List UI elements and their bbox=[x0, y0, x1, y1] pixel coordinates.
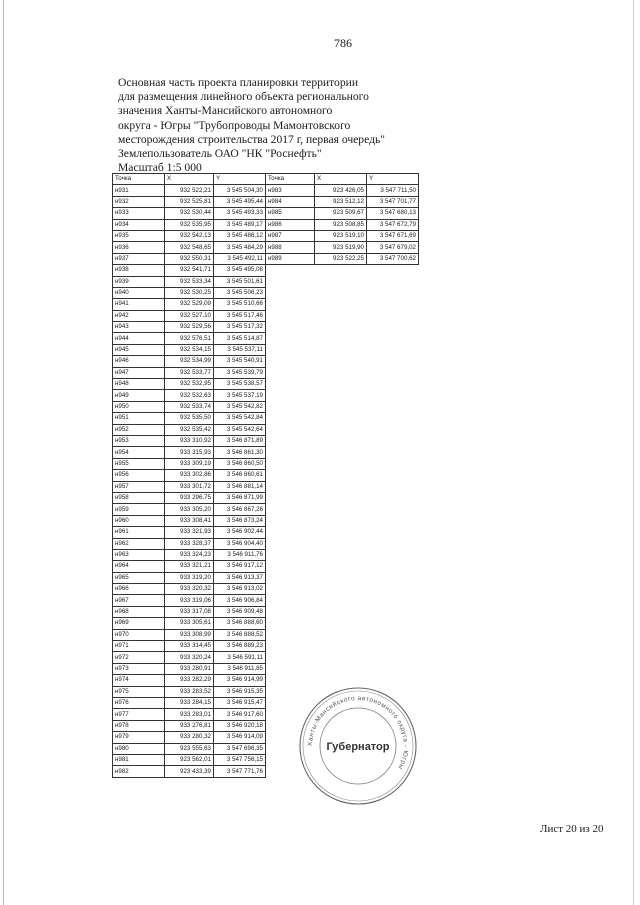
cell-y: 3 547 771,76 bbox=[214, 766, 266, 777]
cell-point: н959 bbox=[113, 504, 165, 515]
cell-y: 3 547 701,77 bbox=[367, 196, 419, 207]
cell-y: 3 546 860,61 bbox=[214, 470, 266, 481]
cell-y: 3 546 888,52 bbox=[214, 629, 266, 640]
cell-point: н964 bbox=[113, 561, 165, 572]
cell-point: н940 bbox=[113, 287, 165, 298]
cell-y: 3 546 917,60 bbox=[214, 709, 266, 720]
cell-point: н943 bbox=[113, 322, 165, 333]
cell-x: 933 315,93 bbox=[165, 447, 214, 458]
cell-x: 933 309,19 bbox=[165, 458, 214, 469]
cell-y: 3 545 517,46 bbox=[214, 310, 266, 321]
table-row bbox=[113, 230, 266, 241]
cell-point: н973 bbox=[113, 663, 165, 674]
cell-y: 3 545 484,29 bbox=[214, 242, 266, 253]
table-row bbox=[113, 527, 266, 538]
cell-point: н971 bbox=[113, 641, 165, 652]
cell-y: 3 545 539,79 bbox=[214, 367, 266, 378]
table-row bbox=[113, 287, 266, 298]
cell-x: 932 550,31 bbox=[165, 253, 214, 264]
cell-x: 932 541,71 bbox=[165, 265, 214, 276]
cell-point: н962 bbox=[113, 538, 165, 549]
cell-x: 933 321,93 bbox=[165, 527, 214, 538]
cell-y: 3 546 915,47 bbox=[214, 697, 266, 708]
cell-point: н967 bbox=[113, 595, 165, 606]
cell-point: н974 bbox=[113, 675, 165, 686]
table-row bbox=[113, 515, 266, 526]
header-y: Y bbox=[367, 174, 419, 185]
cell-x: 933 308,41 bbox=[165, 515, 214, 526]
table-row bbox=[113, 322, 266, 333]
heading-line: месторождения строительства 2017 г, первая очередь" bbox=[118, 132, 386, 146]
cell-y: 3 545 489,17 bbox=[214, 219, 266, 230]
cell-y: 3 547 756,15 bbox=[214, 754, 266, 765]
cell-x: 933 284,15 bbox=[165, 697, 214, 708]
cell-y: 3 546 915,35 bbox=[214, 686, 266, 697]
cell-point: н969 bbox=[113, 618, 165, 629]
cell-x: 933 301,72 bbox=[165, 481, 214, 492]
cell-y: 3 547 711,50 bbox=[367, 185, 419, 196]
cell-x: 933 308,99 bbox=[165, 629, 214, 640]
scan-edge-right bbox=[633, 0, 634, 905]
table-row bbox=[266, 230, 419, 241]
cell-point: н950 bbox=[113, 401, 165, 412]
cell-x: 923 519,10 bbox=[315, 230, 367, 241]
cell-x: 932 532,95 bbox=[165, 379, 214, 390]
cell-point: н952 bbox=[113, 424, 165, 435]
cell-x: 923 522,25 bbox=[315, 253, 367, 264]
cell-x: 933 314,45 bbox=[165, 641, 214, 652]
cell-x: 923 509,67 bbox=[315, 208, 367, 219]
cell-y: 3 545 495,44 bbox=[214, 196, 266, 207]
cell-x: 933 296,75 bbox=[165, 492, 214, 503]
table-row bbox=[113, 208, 266, 219]
cell-x: 932 535,50 bbox=[165, 413, 214, 424]
cell-y: 3 545 537,11 bbox=[214, 344, 266, 355]
cell-y: 3 545 495,08 bbox=[214, 265, 266, 276]
cell-y: 3 545 514,87 bbox=[214, 333, 266, 344]
cell-x: 932 530,44 bbox=[165, 208, 214, 219]
cell-point: н946 bbox=[113, 356, 165, 367]
table-row bbox=[113, 310, 266, 321]
table-row bbox=[113, 276, 266, 287]
cell-point: н942 bbox=[113, 310, 165, 321]
cell-point: н983 bbox=[266, 185, 315, 196]
governor-seal-stamp bbox=[296, 684, 420, 808]
cell-x: 932 542,13 bbox=[165, 230, 214, 241]
cell-y: 3 546 914,09 bbox=[214, 732, 266, 743]
cell-x: 933 276,81 bbox=[165, 720, 214, 731]
cell-y: 3 545 542,64 bbox=[214, 424, 266, 435]
cell-x: 932 529,09 bbox=[165, 299, 214, 310]
table-row bbox=[113, 652, 266, 663]
heading-line: округа - Югры "Трубопроводы Мамонтовского bbox=[118, 118, 351, 132]
cell-point: н954 bbox=[113, 447, 165, 458]
cell-y: 3 545 537,19 bbox=[214, 390, 266, 401]
table-row bbox=[113, 401, 266, 412]
cell-point: н931 bbox=[113, 185, 165, 196]
header-y: Y bbox=[214, 174, 266, 185]
cell-point: н937 bbox=[113, 253, 165, 264]
cell-x: 933 319,20 bbox=[165, 572, 214, 583]
cell-x: 933 283,52 bbox=[165, 686, 214, 697]
cell-point: н985 bbox=[266, 208, 315, 219]
cell-point: н933 bbox=[113, 208, 165, 219]
cell-point: н979 bbox=[113, 732, 165, 743]
cell-point: н941 bbox=[113, 299, 165, 310]
cell-point: н961 bbox=[113, 527, 165, 538]
cell-y: 3 546 871,89 bbox=[214, 435, 266, 446]
table-row bbox=[113, 697, 266, 708]
cell-y: 3 545 492,11 bbox=[214, 253, 266, 264]
cell-x: 933 321,21 bbox=[165, 561, 214, 572]
cell-y: 3 547 679,02 bbox=[367, 242, 419, 253]
header-x: X bbox=[165, 174, 214, 185]
cell-x: 932 534,15 bbox=[165, 344, 214, 355]
table-row bbox=[113, 618, 266, 629]
cell-x: 923 426,05 bbox=[315, 185, 367, 196]
cell-x: 932 532,63 bbox=[165, 390, 214, 401]
table-row bbox=[113, 435, 266, 446]
cell-point: н938 bbox=[113, 265, 165, 276]
seal-center-text: Губернатор bbox=[326, 741, 390, 753]
cell-point: н955 bbox=[113, 458, 165, 469]
cell-y: 3 547 680,13 bbox=[367, 208, 419, 219]
cell-x: 923 519,90 bbox=[315, 242, 367, 253]
cell-x: 923 508,85 bbox=[315, 219, 367, 230]
cell-x: 923 433,39 bbox=[165, 766, 214, 777]
cell-y: 3 545 542,82 bbox=[214, 401, 266, 412]
table-row bbox=[113, 709, 266, 720]
table-row bbox=[113, 379, 266, 390]
cell-x: 933 302,86 bbox=[165, 470, 214, 481]
cell-y: 3 546 902,44 bbox=[214, 527, 266, 538]
table-row bbox=[113, 356, 266, 367]
cell-y: 3 546 591,11 bbox=[214, 652, 266, 663]
cell-y: 3 547 672,79 bbox=[367, 219, 419, 230]
seal-ring-text: Ханты-Мансийского автономного округа - Югры bbox=[306, 694, 410, 771]
cell-x: 932 534,99 bbox=[165, 356, 214, 367]
header-point: Точка bbox=[113, 174, 165, 185]
cell-point: н972 bbox=[113, 652, 165, 663]
document-heading bbox=[118, 76, 438, 161]
cell-y: 3 545 542,84 bbox=[214, 413, 266, 424]
table-row bbox=[113, 720, 266, 731]
table-row bbox=[113, 219, 266, 230]
cell-x: 933 310,92 bbox=[165, 435, 214, 446]
cell-point: н975 bbox=[113, 686, 165, 697]
cell-y: 3 546 861,30 bbox=[214, 447, 266, 458]
cell-point: н981 bbox=[113, 754, 165, 765]
cell-y: 3 547 696,35 bbox=[214, 743, 266, 754]
header-point: Точка bbox=[266, 174, 315, 185]
cell-point: н989 bbox=[266, 253, 315, 264]
cell-point: н986 bbox=[266, 219, 315, 230]
cell-x: 933 305,61 bbox=[165, 618, 214, 629]
cell-x: 933 305,20 bbox=[165, 504, 214, 515]
cell-x: 933 324,23 bbox=[165, 549, 214, 560]
sheet-number: Лист 20 из 20 bbox=[540, 823, 604, 835]
table-row bbox=[266, 253, 419, 264]
table-row bbox=[113, 549, 266, 560]
heading-line: для размещения линейного объекта регионального bbox=[118, 90, 369, 104]
cell-y: 3 546 873,24 bbox=[214, 515, 266, 526]
cell-point: н987 bbox=[266, 230, 315, 241]
cell-point: н953 bbox=[113, 435, 165, 446]
table-row bbox=[113, 367, 266, 378]
cell-point: н948 bbox=[113, 379, 165, 390]
cell-y: 3 546 911,76 bbox=[214, 549, 266, 560]
table-row bbox=[113, 253, 266, 264]
table-row bbox=[113, 766, 266, 777]
cell-y: 3 545 506,23 bbox=[214, 287, 266, 298]
cell-y: 3 546 904,40 bbox=[214, 538, 266, 549]
cell-y: 3 546 913,37 bbox=[214, 572, 266, 583]
cell-y: 3 546 871,99 bbox=[214, 492, 266, 503]
table-row bbox=[113, 606, 266, 617]
table-row bbox=[113, 196, 266, 207]
cell-y: 3 545 540,91 bbox=[214, 356, 266, 367]
cell-point: н976 bbox=[113, 697, 165, 708]
cell-y: 3 545 486,12 bbox=[214, 230, 266, 241]
heading-line: Землепользователь ОАО "НК "Роснефть" bbox=[118, 147, 322, 161]
cell-y: 3 545 501,61 bbox=[214, 276, 266, 287]
table-row bbox=[266, 242, 419, 253]
table-row bbox=[266, 185, 419, 196]
cell-y: 3 546 889,23 bbox=[214, 641, 266, 652]
cell-point: н988 bbox=[266, 242, 315, 253]
cell-x: 932 525,81 bbox=[165, 196, 214, 207]
cell-point: н984 bbox=[266, 196, 315, 207]
table-row bbox=[113, 333, 266, 344]
cell-x: 923 562,01 bbox=[165, 754, 214, 765]
cell-y: 3 547 671,69 bbox=[367, 230, 419, 241]
cell-y: 3 546 881,14 bbox=[214, 481, 266, 492]
cell-point: н935 bbox=[113, 230, 165, 241]
table-row bbox=[113, 242, 266, 253]
cell-point: н932 bbox=[113, 196, 165, 207]
cell-y: 3 545 517,32 bbox=[214, 322, 266, 333]
cell-point: н957 bbox=[113, 481, 165, 492]
coordinates-table-right bbox=[265, 173, 419, 265]
cell-y: 3 546 909,48 bbox=[214, 606, 266, 617]
cell-point: н963 bbox=[113, 549, 165, 560]
cell-x: 932 533,74 bbox=[165, 401, 214, 412]
cell-point: н936 bbox=[113, 242, 165, 253]
cell-x: 933 282,29 bbox=[165, 675, 214, 686]
table-row bbox=[266, 208, 419, 219]
table-row bbox=[113, 629, 266, 640]
cell-point: н956 bbox=[113, 470, 165, 481]
cell-x: 923 555,63 bbox=[165, 743, 214, 754]
table-row bbox=[113, 390, 266, 401]
cell-y: 3 546 888,60 bbox=[214, 618, 266, 629]
table-row bbox=[113, 470, 266, 481]
table-row bbox=[113, 265, 266, 276]
table-row bbox=[266, 219, 419, 230]
cell-x: 932 548,65 bbox=[165, 242, 214, 253]
cell-y: 3 546 920,18 bbox=[214, 720, 266, 731]
table-header-row bbox=[113, 174, 266, 185]
heading-line: Основная часть проекта планировки территории bbox=[118, 76, 359, 89]
cell-point: н947 bbox=[113, 367, 165, 378]
header-x: X bbox=[315, 174, 367, 185]
table-row bbox=[113, 424, 266, 435]
table-row bbox=[113, 584, 266, 595]
table-row bbox=[113, 754, 266, 765]
scale-label: Масштаб 1:5 000 bbox=[118, 161, 202, 174]
cell-x: 933 328,37 bbox=[165, 538, 214, 549]
cell-y: 3 546 860,50 bbox=[214, 458, 266, 469]
table-row bbox=[113, 595, 266, 606]
cell-x: 933 280,91 bbox=[165, 663, 214, 674]
table-row bbox=[113, 732, 266, 743]
cell-y: 3 545 538,57 bbox=[214, 379, 266, 390]
cell-y: 3 546 906,84 bbox=[214, 595, 266, 606]
cell-y: 3 546 867,26 bbox=[214, 504, 266, 515]
cell-y: 3 546 914,99 bbox=[214, 675, 266, 686]
table-row bbox=[113, 413, 266, 424]
table-row bbox=[113, 344, 266, 355]
cell-y: 3 545 504,30 bbox=[214, 185, 266, 196]
heading-line: значения Ханты-Мансийского автономного bbox=[118, 104, 333, 118]
cell-point: н951 bbox=[113, 413, 165, 424]
cell-y: 3 546 913,02 bbox=[214, 584, 266, 595]
cell-point: н966 bbox=[113, 584, 165, 595]
cell-x: 932 533,34 bbox=[165, 276, 214, 287]
table-row bbox=[113, 299, 266, 310]
cell-x: 933 319,06 bbox=[165, 595, 214, 606]
cell-point: н944 bbox=[113, 333, 165, 344]
cell-x: 923 512,12 bbox=[315, 196, 367, 207]
cell-y: 3 546 917,12 bbox=[214, 561, 266, 572]
cell-x: 932 535,42 bbox=[165, 424, 214, 435]
table-row bbox=[113, 504, 266, 515]
cell-y: 3 545 510,66 bbox=[214, 299, 266, 310]
page-number: 786 bbox=[334, 36, 352, 50]
table-row bbox=[113, 185, 266, 196]
cell-x: 933 280,32 bbox=[165, 732, 214, 743]
table-row bbox=[113, 481, 266, 492]
table-row bbox=[113, 641, 266, 652]
table-row bbox=[113, 538, 266, 549]
cell-point: н978 bbox=[113, 720, 165, 731]
cell-x: 932 533,77 bbox=[165, 367, 214, 378]
cell-x: 933 320,24 bbox=[165, 652, 214, 663]
cell-y: 3 545 493,33 bbox=[214, 208, 266, 219]
cell-x: 933 317,08 bbox=[165, 606, 214, 617]
scan-edge-left bbox=[3, 0, 4, 905]
table-row bbox=[113, 663, 266, 674]
table-row bbox=[113, 572, 266, 583]
cell-x: 933 320,32 bbox=[165, 584, 214, 595]
cell-point: н939 bbox=[113, 276, 165, 287]
cell-point: н977 bbox=[113, 709, 165, 720]
cell-x: 932 529,56 bbox=[165, 322, 214, 333]
table-row bbox=[113, 458, 266, 469]
cell-y: 3 546 911,85 bbox=[214, 663, 266, 674]
cell-point: н970 bbox=[113, 629, 165, 640]
cell-point: н934 bbox=[113, 219, 165, 230]
table-row bbox=[113, 675, 266, 686]
table-row bbox=[113, 686, 266, 697]
cell-x: 933 283,01 bbox=[165, 709, 214, 720]
cell-y: 3 547 700,62 bbox=[367, 253, 419, 264]
cell-point: н980 bbox=[113, 743, 165, 754]
table-header-row bbox=[266, 174, 419, 185]
table-row bbox=[266, 196, 419, 207]
cell-point: н968 bbox=[113, 606, 165, 617]
cell-point: н958 bbox=[113, 492, 165, 503]
cell-x: 932 527,10 bbox=[165, 310, 214, 321]
cell-point: н945 bbox=[113, 344, 165, 355]
table-row bbox=[113, 447, 266, 458]
table-row bbox=[113, 743, 266, 754]
cell-point: н965 bbox=[113, 572, 165, 583]
table-row bbox=[113, 561, 266, 572]
coordinates-table-left bbox=[112, 173, 266, 778]
cell-x: 932 530,25 bbox=[165, 287, 214, 298]
cell-point: н949 bbox=[113, 390, 165, 401]
cell-x: 932 576,51 bbox=[165, 333, 214, 344]
cell-point: н982 bbox=[113, 766, 165, 777]
cell-x: 932 522,21 bbox=[165, 185, 214, 196]
cell-point: н960 bbox=[113, 515, 165, 526]
cell-x: 932 535,95 bbox=[165, 219, 214, 230]
table-row bbox=[113, 492, 266, 503]
